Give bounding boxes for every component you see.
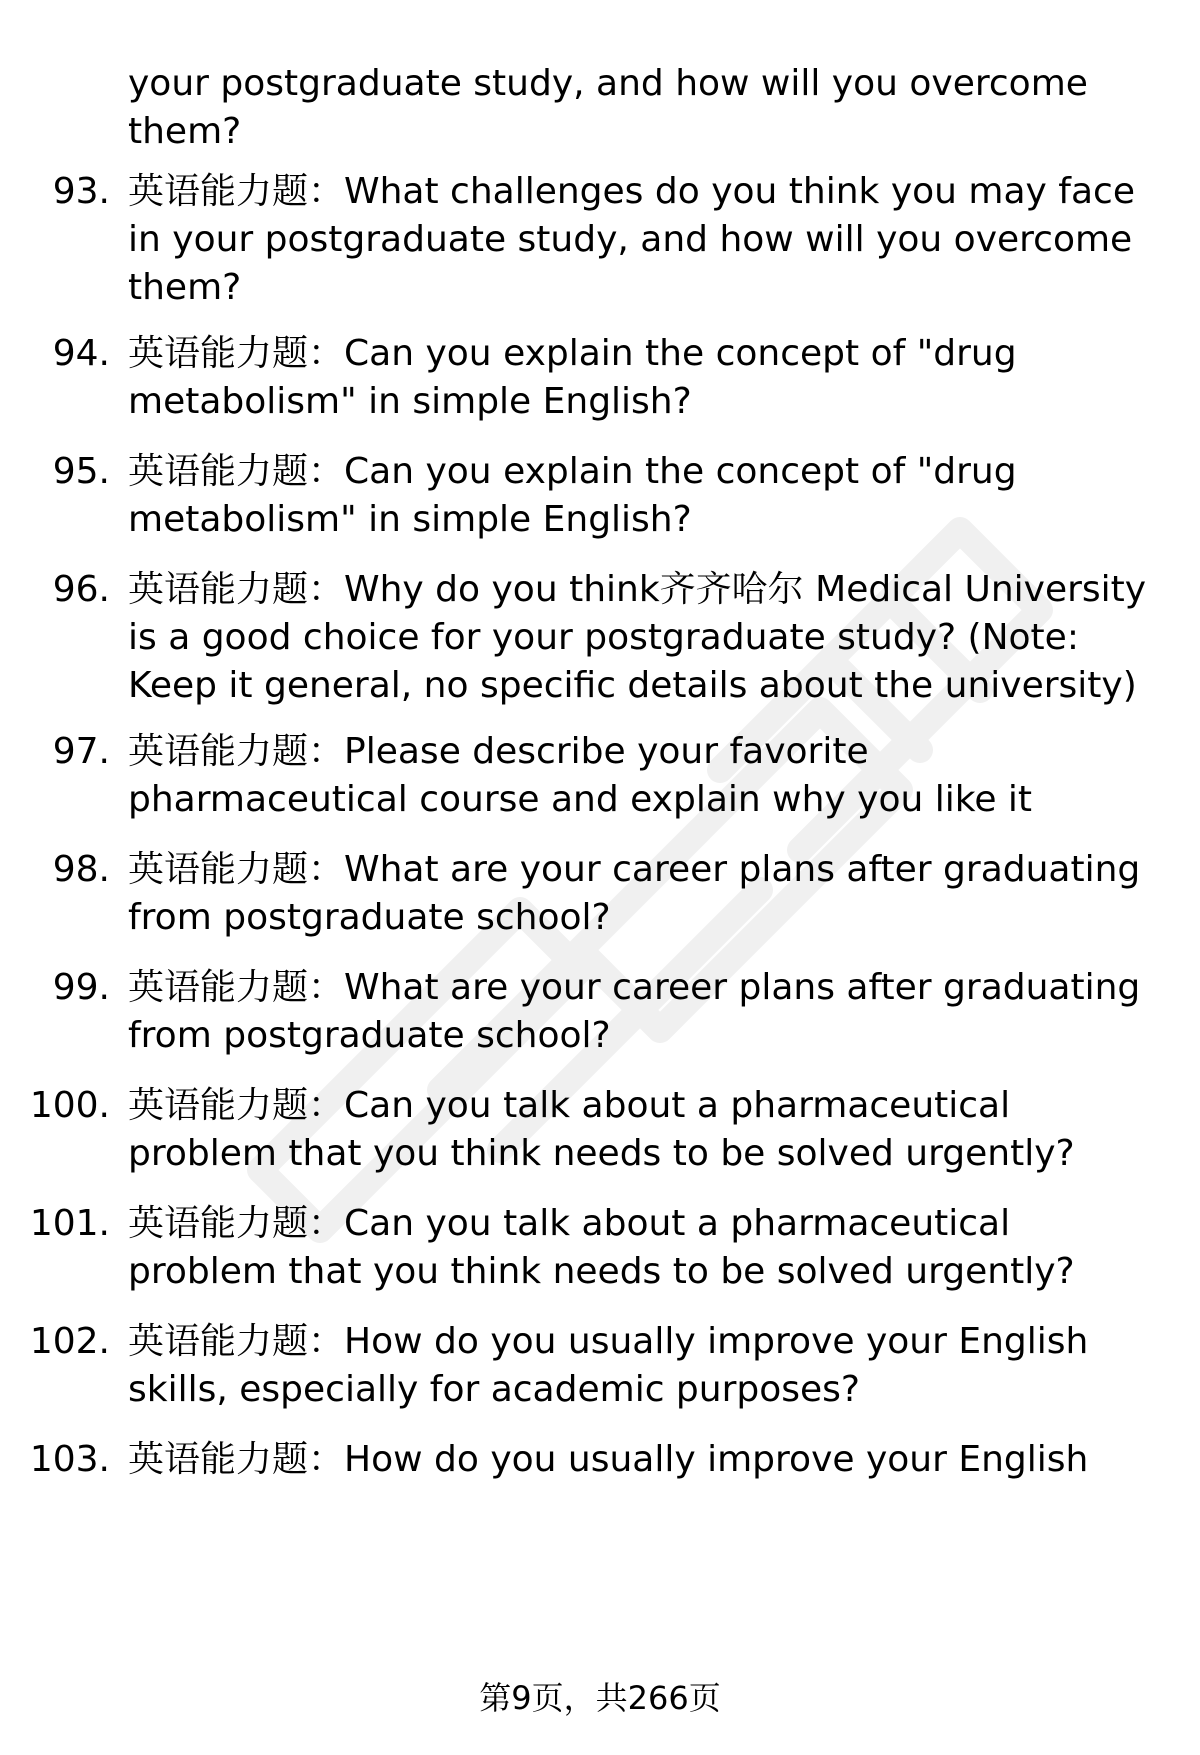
question-category: 英语能力题： — [128, 1085, 345, 1126]
question-text: What challenges do you think you may face in your postgraduate study, and how will you overcome them? — [128, 171, 1135, 308]
question-number: 95. — [52, 451, 110, 492]
question-category: 英语能力题： — [128, 849, 345, 890]
page-number-footer: 第9页，共266页 — [479, 1679, 721, 1717]
question-text: What are your career plans after graduating from postgraduate school? — [128, 849, 1141, 938]
question-body — [128, 1200, 1148, 1296]
question-body — [128, 728, 1148, 824]
question-category: 英语能力题： — [128, 569, 345, 610]
question-category: 英语能力题： — [128, 333, 345, 374]
question-category: 英语能力题： — [128, 1439, 345, 1480]
question-category: 英语能力题： — [128, 171, 345, 212]
question-body — [128, 1318, 1148, 1414]
question-text: Why do you think齐齐哈尔 Medical University is a good choice for your postgraduate study? (Note: Keep it general, no specific details about the university) — [128, 569, 1147, 706]
question-number: 102. — [29, 1321, 110, 1362]
question-number: 96. — [52, 569, 110, 610]
question-category: 英语能力题： — [128, 1203, 345, 1244]
question-body — [128, 1082, 1148, 1178]
question-body — [128, 964, 1148, 1060]
question-category: 英语能力题： — [128, 967, 345, 1008]
question-category: 英语能力题： — [128, 1321, 345, 1362]
question-text: How do you usually improve your English — [344, 1439, 1089, 1480]
question-number: 103. — [29, 1439, 110, 1480]
question-body — [128, 330, 1148, 426]
question-body — [128, 1436, 1148, 1484]
question-text: Can you explain the concept of "drug metabolism" in simple English? — [128, 451, 1017, 540]
continued-question-text: your postgraduate study, and how will you overcome them? — [128, 63, 1088, 152]
question-text: What are your career plans after graduating from postgraduate school? — [128, 967, 1141, 1056]
question-text: Can you explain the concept of "drug metabolism" in simple English? — [128, 333, 1017, 422]
question-text: Can you talk about a pharmaceutical problem that you think needs to be solved urgently? — [128, 1203, 1075, 1292]
question-category: 英语能力题： — [128, 731, 345, 772]
question-number: 100. — [29, 1085, 110, 1126]
question-number: 99. — [52, 967, 110, 1008]
question-body — [128, 846, 1148, 942]
question-category: 英语能力题： — [128, 451, 345, 492]
question-number: 97. — [52, 731, 110, 772]
question-number: 93. — [52, 171, 110, 212]
question-text: Can you talk about a pharmaceutical problem that you think needs to be solved urgently? — [128, 1085, 1075, 1174]
question-text: Please describe your favorite pharmaceutical course and explain why you like it — [128, 731, 1033, 820]
question-body — [128, 168, 1148, 312]
question-number: 94. — [52, 333, 110, 374]
question-number: 98. — [52, 849, 110, 890]
question-text: How do you usually improve your English skills, especially for academic purposes? — [128, 1321, 1089, 1410]
question-number: 101. — [29, 1203, 110, 1244]
question-body — [128, 448, 1148, 544]
question-body — [128, 566, 1148, 710]
